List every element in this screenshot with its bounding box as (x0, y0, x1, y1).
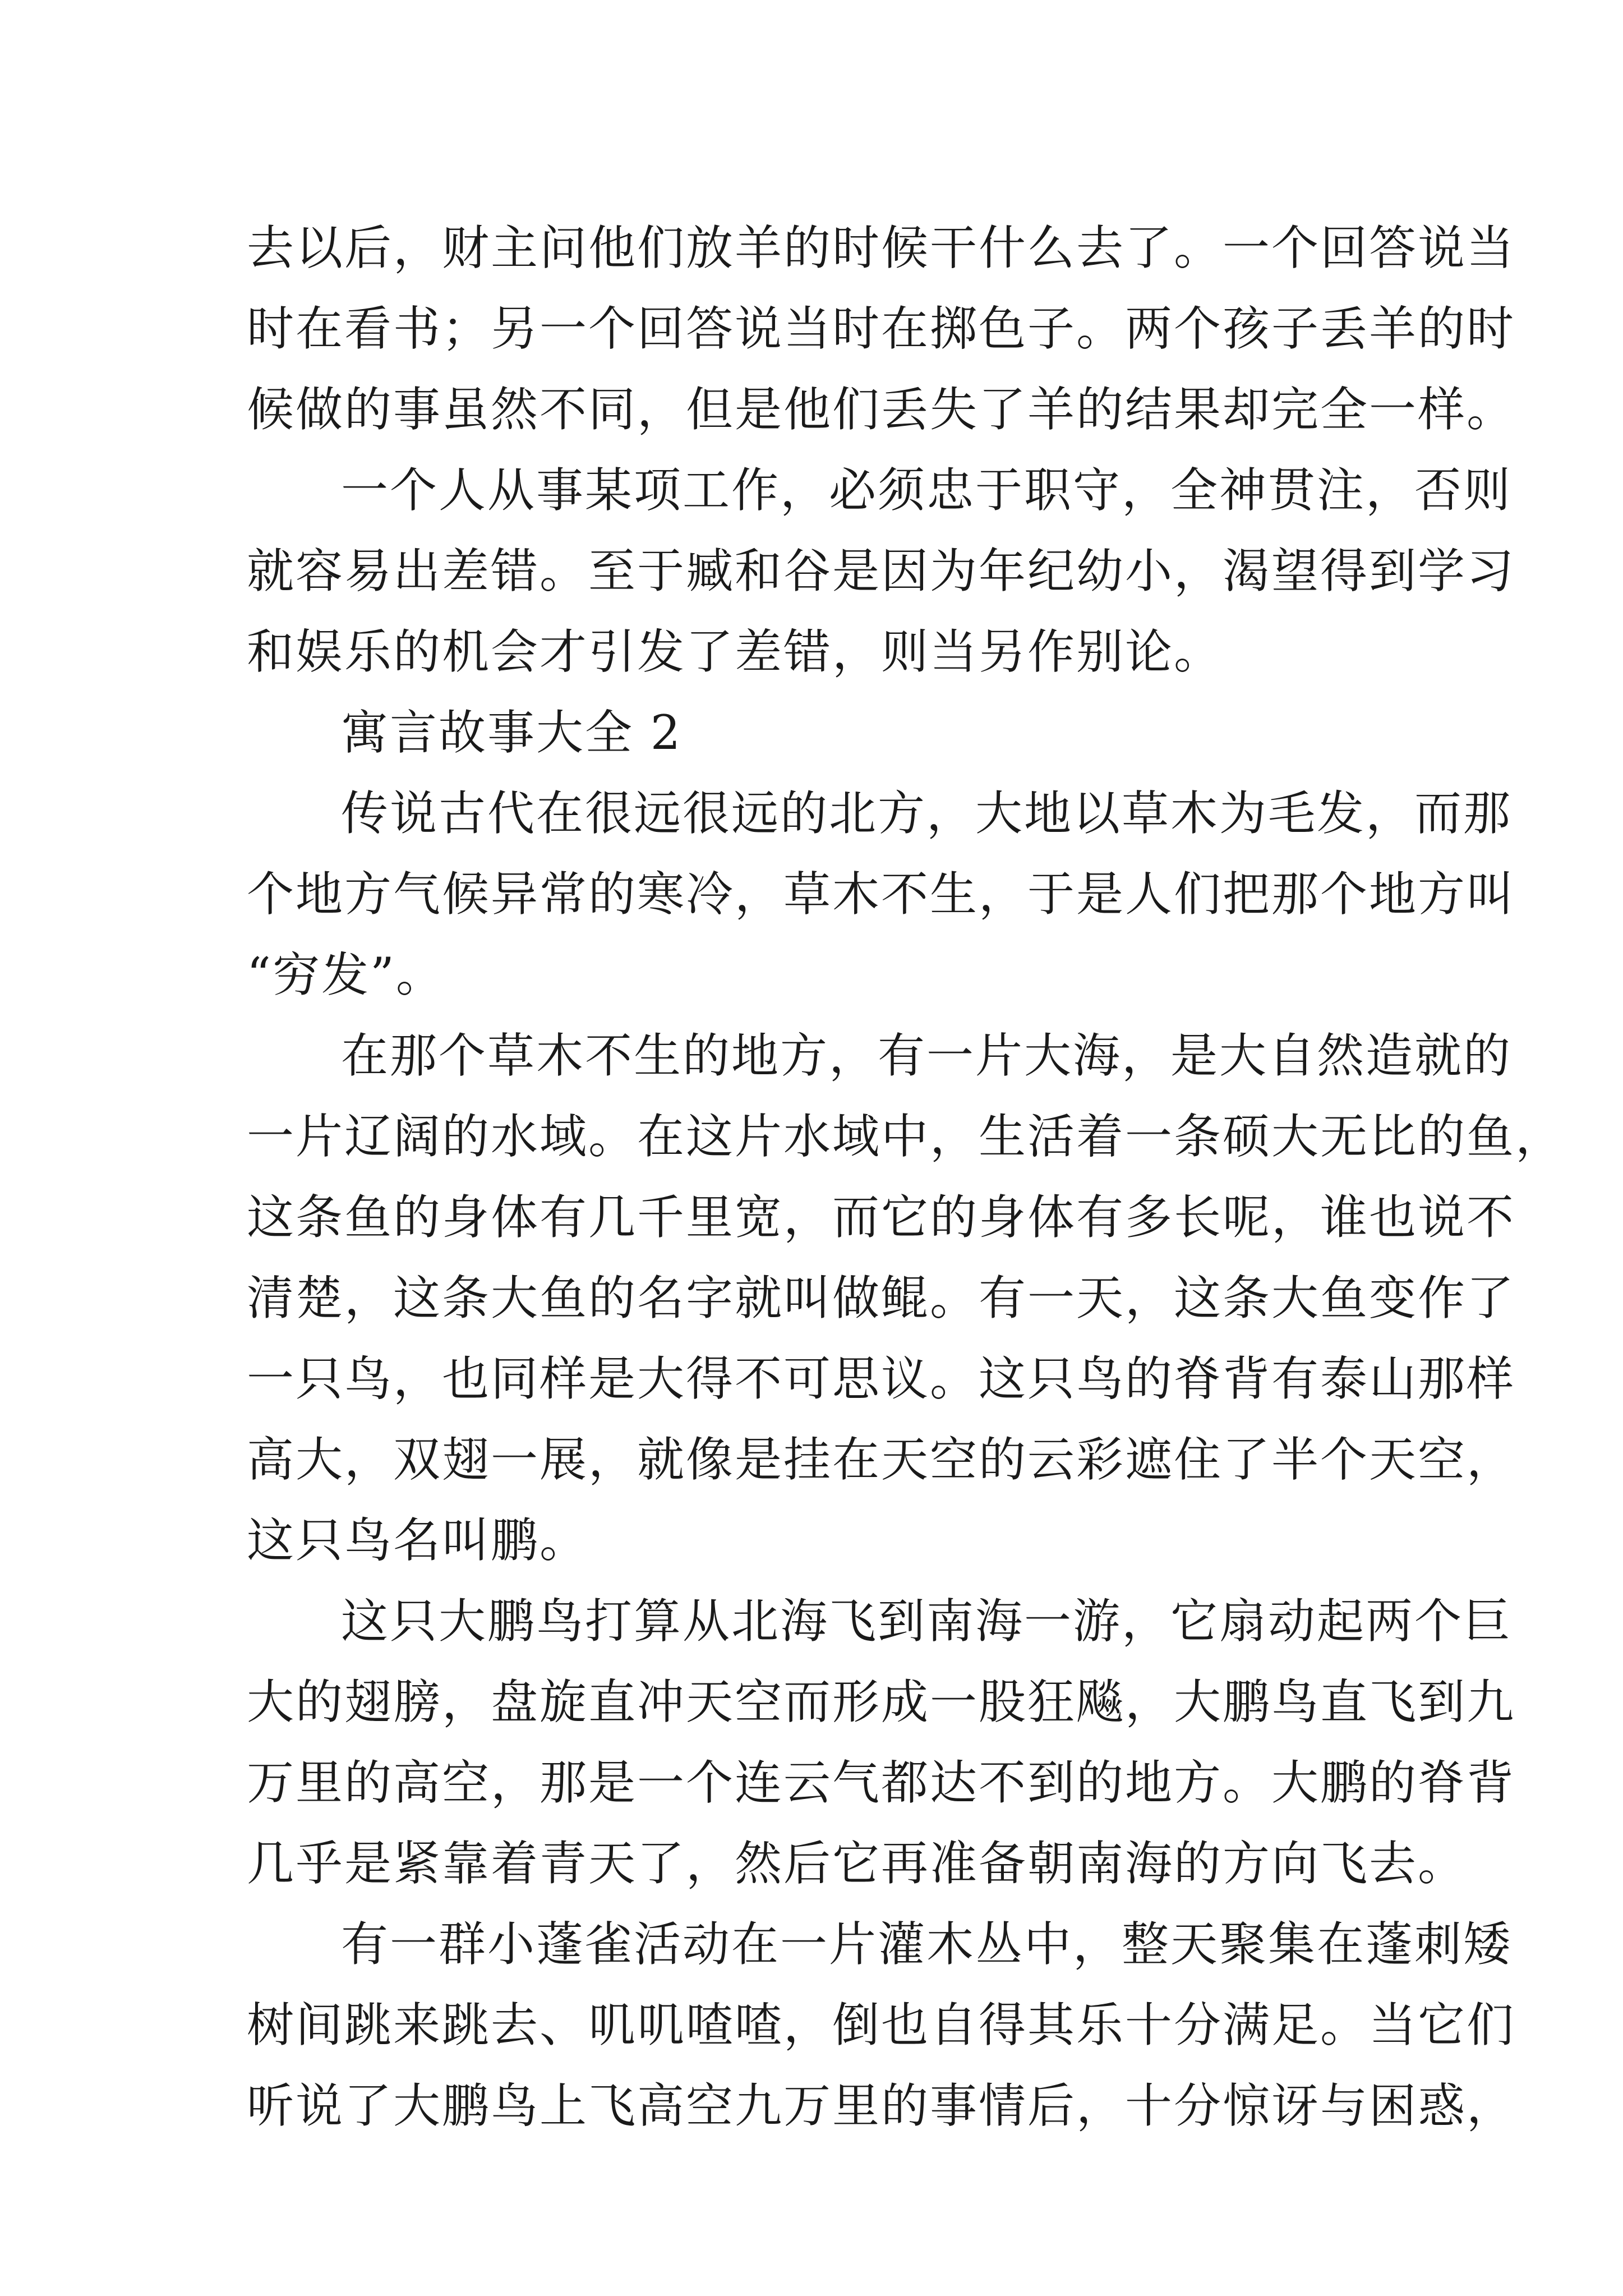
text-line: 一只鸟，也同样是大得不可思议。这只鸟的脊背有泰山那样 (247, 1351, 1516, 1406)
text-line: 在那个草木不生的地方，有一片大海，是大自然造就的 (341, 1028, 1513, 1083)
text-line: 一片辽阔的水域。在这片水域中，生活着一条硕大无比的鱼， (247, 1109, 1565, 1164)
text-line: 听说了大鹏鸟上飞高空九万里的事情后，十分惊讶与困惑， (247, 2078, 1516, 2133)
text-line: 传说古代在很远很远的北方，大地以草木为毛发，而那 (341, 786, 1513, 841)
text-line: 这条鱼的身体有几千里宽，而它的身体有多长呢，谁也说不 (247, 1190, 1516, 1245)
text-line: 寓言故事大全 2 (341, 705, 683, 760)
text-line: 树间跳来跳去、叽叽喳喳，倒也自得其乐十分满足。当它们 (247, 1998, 1516, 2053)
text-line: 万里的高空，那是一个连云气都达不到的地方。大鹏的脊背 (247, 1755, 1516, 1810)
text-line: 就容易出差错。至于臧和谷是因为年纪幼小，渴望得到学习 (247, 544, 1516, 599)
text-line: 候做的事虽然不同，但是他们丢失了羊的结果却完全一样。 (247, 382, 1516, 437)
text-line: 去以后，财主问他们放羊的时候干什么去了。一个回答说当 (247, 220, 1516, 275)
text-line: 高大，双翅一展，就像是挂在天空的云彩遮住了半个天空， (247, 1432, 1516, 1487)
text-line: “穷发”。 (247, 947, 445, 1002)
text-line: 这只大鹏鸟打算从北海飞到南海一游，它扇动起两个巨 (341, 1594, 1513, 1649)
text-line: 和娱乐的机会才引发了差错，则当另作别论。 (247, 624, 1223, 679)
text-line: 几乎是紧靠着青天了，然后它再准备朝南海的方向飞去。 (247, 1836, 1467, 1891)
text-line: 清楚，这条大鱼的名字就叫做鲲。有一天，这条大鱼变作了 (247, 1271, 1516, 1326)
text-line: 一个人从事某项工作，必须忠于职守，全神贯注，否则 (341, 463, 1513, 518)
text-line: 这只鸟名叫鹏。 (247, 1513, 589, 1568)
text-line: 个地方气候异常的寒冷，草木不生，于是人们把那个地方叫 (247, 867, 1516, 922)
text-line: 大的翅膀，盘旋直冲天空而形成一股狂飚，大鹏鸟直飞到九 (247, 1674, 1516, 1729)
text-line: 有一群小蓬雀活动在一片灌木丛中，整天聚集在蓬刺矮 (341, 1917, 1513, 1972)
body-text (247, 208, 1565, 2146)
text-line: 时在看书；另一个回答说当时在掷色子。两个孩子丢羊的时 (247, 301, 1516, 356)
